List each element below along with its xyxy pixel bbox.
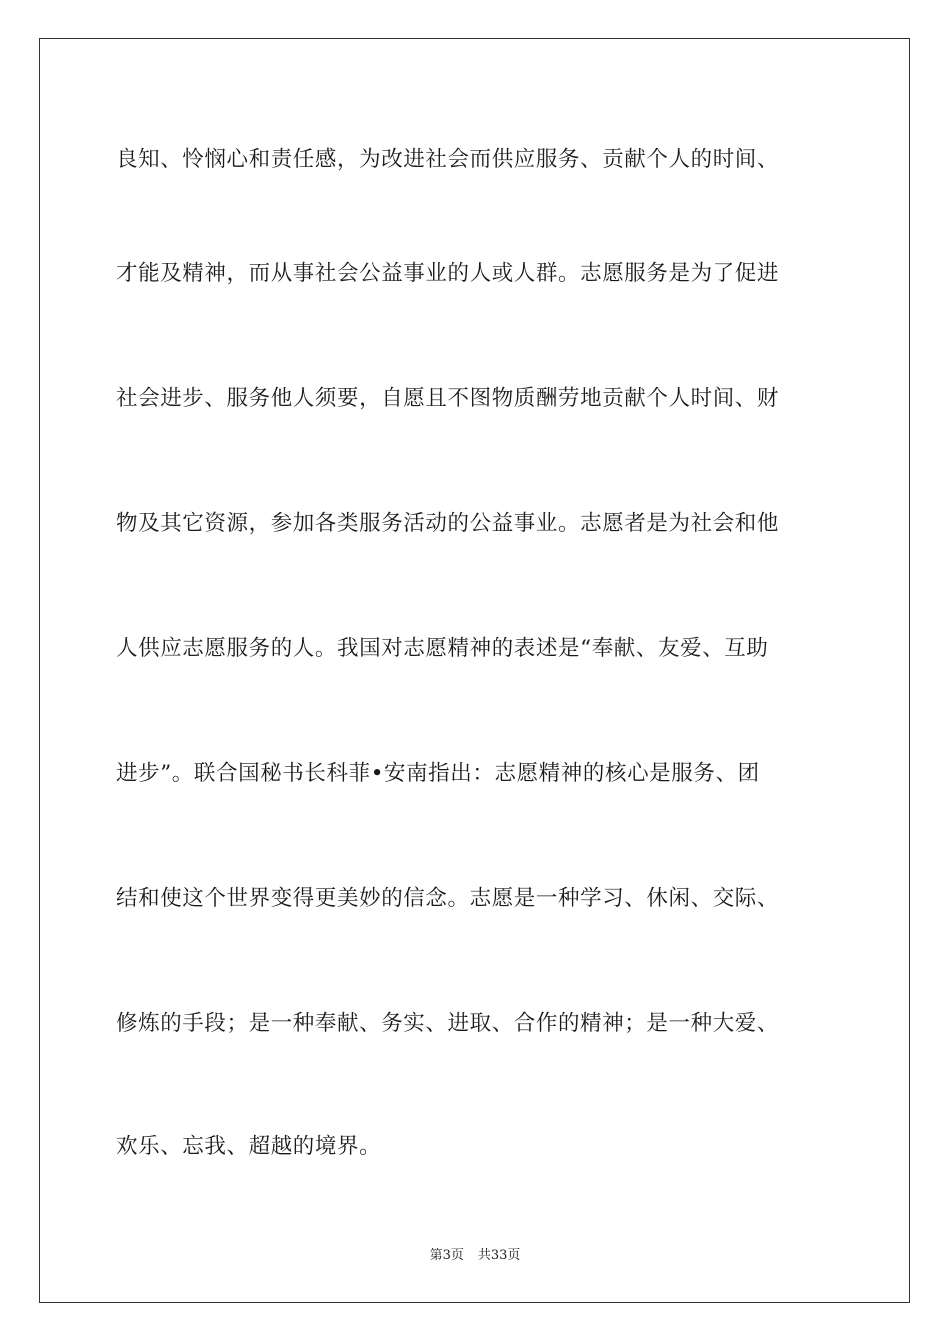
body-line-2: 才能及精神，而从事社会公益事业的人或人群。志愿服务是为了促进 (116, 261, 780, 286)
body-line-8: 修炼的手段；是一种奉献、务实、进取、合作的精神；是一种大爱、 (116, 1011, 780, 1036)
body-line-9: 欢乐、忘我、超越的境界。 (116, 1134, 382, 1159)
page-total: 共33页 (477, 1248, 521, 1263)
page-footer (0, 1248, 950, 1264)
body-line-7: 结和使这个世界变得更美妙的信念。志愿是一种学习、休闲、交际、 (116, 886, 780, 911)
body-line-5: 人供应志愿服务的人。我国对志愿精神的表述是“奉献、友爱、互助 (116, 636, 769, 661)
body-line-6: 进步”。联合国秘书长科菲•安南指出：志愿精神的核心是服务、团 (116, 761, 760, 786)
page-border (39, 38, 910, 1303)
body-line-3: 社会进步、服务他人须要，自愿且不图物质酬劳地贡献个人时间、财 (116, 386, 780, 411)
body-line-1: 良知、怜悯心和责任感，为改进社会而供应服务、贡献个人的时间、 (116, 147, 780, 172)
body-line-4: 物及其它资源，参加各类服务活动的公益事业。志愿者是为社会和他 (116, 511, 780, 536)
page-number: 第3页 (429, 1248, 464, 1263)
